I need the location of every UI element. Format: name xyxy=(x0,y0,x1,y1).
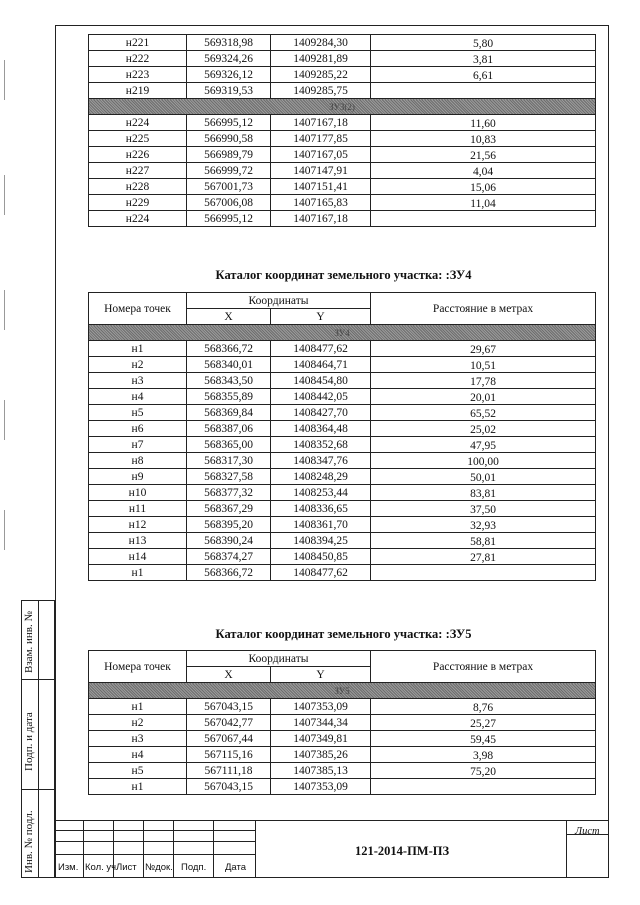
table-row xyxy=(89,163,596,179)
point-number-cell: н3 xyxy=(89,373,187,389)
x-coordinate-cell: 566995,12 xyxy=(187,115,271,131)
y-coordinate-cell: 1407385,13 xyxy=(271,763,371,779)
x-coordinate-cell: 567115,16 xyxy=(187,747,271,763)
y-coordinate-cell: 1409285,75 xyxy=(271,83,371,99)
table-row xyxy=(89,421,596,437)
point-number-cell: н224 xyxy=(89,211,187,227)
y-coordinate-cell: 1407349,81 xyxy=(271,731,371,747)
distance-cell: 47,95 xyxy=(371,437,596,453)
point-number-cell: н227 xyxy=(89,163,187,179)
table-row xyxy=(89,747,596,763)
y-coordinate-cell: 1408450,85 xyxy=(271,549,371,565)
distance-cell: 32,93 xyxy=(371,517,596,533)
x-coordinate-cell: 569324,26 xyxy=(187,51,271,67)
point-number-cell: н226 xyxy=(89,147,187,163)
catalog-title-zu5: Каталог координат земельного участка: :ЗУ5 xyxy=(215,627,472,641)
x-coordinate-cell: 569318,98 xyxy=(187,35,271,51)
distance-cell xyxy=(371,565,596,581)
point-number-cell: н1 xyxy=(89,699,187,715)
y-coordinate-cell: 1408361,70 xyxy=(271,517,371,533)
y-coordinate-cell: 1409285,22 xyxy=(271,67,371,83)
y-coordinate-cell: 1408454,80 xyxy=(271,373,371,389)
distance-cell: 10,51 xyxy=(371,357,596,373)
y-coordinate-cell: 1407165,83 xyxy=(271,195,371,211)
x-coordinate-cell: 566989,79 xyxy=(187,147,271,163)
y-coordinate-cell: 1407385,26 xyxy=(271,747,371,763)
document-code: 121-2014-ПМ-ПЗ xyxy=(355,844,450,858)
distance-cell: 65,52 xyxy=(371,405,596,421)
y-coordinate-cell: 1407147,91 xyxy=(271,163,371,179)
distance-cell: 100,00 xyxy=(371,453,596,469)
point-number-cell: н229 xyxy=(89,195,187,211)
y-coordinate-cell: 1407151,41 xyxy=(271,179,371,195)
binding-margin xyxy=(0,0,20,905)
stamp-label-podp: Подп. xyxy=(181,862,207,873)
table-row xyxy=(89,51,596,67)
header-distance: Расстояние в метрах xyxy=(371,651,596,683)
distance-cell: 11,04 xyxy=(371,195,596,211)
point-number-cell: н5 xyxy=(89,763,187,779)
distance-cell: 25,27 xyxy=(371,715,596,731)
x-coordinate-cell: 568366,72 xyxy=(187,341,271,357)
table-row xyxy=(89,35,596,51)
distance-cell xyxy=(371,211,596,227)
table-row xyxy=(89,211,596,227)
table-row xyxy=(89,131,596,147)
distance-cell: 37,50 xyxy=(371,501,596,517)
stamp-label-izm: Изм. xyxy=(58,862,79,873)
header-distance: Расстояние в метрах xyxy=(371,293,596,325)
table-row xyxy=(89,485,596,501)
distance-cell: 8,76 xyxy=(371,699,596,715)
header-y: Y xyxy=(271,309,371,325)
stamp-label-kol: Кол. уч xyxy=(85,862,117,873)
table-row xyxy=(89,341,596,357)
y-coordinate-cell: 1408364,48 xyxy=(271,421,371,437)
distance-cell: 50,01 xyxy=(371,469,596,485)
y-coordinate-cell: 1408477,62 xyxy=(271,341,371,357)
stamp-label-list: Лист xyxy=(116,862,137,873)
table-row xyxy=(89,437,596,453)
table-row xyxy=(89,195,596,211)
y-coordinate-cell: 1407167,18 xyxy=(271,211,371,227)
table-row xyxy=(89,115,596,131)
distance-cell: 4,04 xyxy=(371,163,596,179)
distance-cell: 3,81 xyxy=(371,51,596,67)
side-label-inv: Инв. № подл. xyxy=(23,810,35,873)
x-coordinate-cell: 566995,12 xyxy=(187,211,271,227)
y-coordinate-cell: 1407167,05 xyxy=(271,147,371,163)
point-number-cell: н219 xyxy=(89,83,187,99)
x-coordinate-cell: 566990,58 xyxy=(187,131,271,147)
distance-cell: 20,01 xyxy=(371,389,596,405)
header-points: Номера точек xyxy=(89,293,187,325)
x-coordinate-cell: 568369,84 xyxy=(187,405,271,421)
x-coordinate-cell: 568366,72 xyxy=(187,565,271,581)
y-coordinate-cell: 1408442,05 xyxy=(271,389,371,405)
distance-cell: 75,20 xyxy=(371,763,596,779)
table-row xyxy=(89,763,596,779)
distance-cell: 10,83 xyxy=(371,131,596,147)
point-number-cell: н9 xyxy=(89,469,187,485)
table-row xyxy=(89,389,596,405)
point-number-cell: н2 xyxy=(89,715,187,731)
x-coordinate-cell: 568395,20 xyxy=(187,517,271,533)
side-label-vzam: Взам. инв. № xyxy=(23,611,35,673)
point-number-cell: н222 xyxy=(89,51,187,67)
point-number-cell: н1 xyxy=(89,779,187,795)
y-coordinate-cell: 1407353,09 xyxy=(271,699,371,715)
y-coordinate-cell: 1407353,09 xyxy=(271,779,371,795)
x-coordinate-cell: 567006,08 xyxy=(187,195,271,211)
point-number-cell: н228 xyxy=(89,179,187,195)
y-coordinate-cell: 1408248,29 xyxy=(271,469,371,485)
point-number-cell: н221 xyxy=(89,35,187,51)
section-band: ЗУ5 xyxy=(89,683,596,699)
x-coordinate-cell: 567111,18 xyxy=(187,763,271,779)
y-coordinate-cell: 1408352,68 xyxy=(271,437,371,453)
distance-cell: 17,78 xyxy=(371,373,596,389)
header-coords: Координаты xyxy=(187,293,371,309)
point-number-cell: н3 xyxy=(89,731,187,747)
y-coordinate-cell: 1408464,71 xyxy=(271,357,371,373)
x-coordinate-cell: 567043,15 xyxy=(187,699,271,715)
point-number-cell: н4 xyxy=(89,389,187,405)
point-number-cell: н224 xyxy=(89,115,187,131)
point-number-cell: н7 xyxy=(89,437,187,453)
side-stamp xyxy=(21,600,55,878)
point-number-cell: н1 xyxy=(89,565,187,581)
x-coordinate-cell: 568355,89 xyxy=(187,389,271,405)
point-number-cell: н225 xyxy=(89,131,187,147)
header-x: X xyxy=(187,309,271,325)
y-coordinate-cell: 1407177,85 xyxy=(271,131,371,147)
point-number-cell: н8 xyxy=(89,453,187,469)
section-band: ЗУ3(2) xyxy=(89,99,596,115)
x-coordinate-cell: 567001,73 xyxy=(187,179,271,195)
y-coordinate-cell: 1409284,30 xyxy=(271,35,371,51)
x-coordinate-cell: 568327,58 xyxy=(187,469,271,485)
distance-cell: 6,61 xyxy=(371,67,596,83)
top-coordinates-table xyxy=(88,34,596,227)
x-coordinate-cell: 568387,06 xyxy=(187,421,271,437)
y-coordinate-cell: 1408347,76 xyxy=(271,453,371,469)
point-number-cell: н14 xyxy=(89,549,187,565)
x-coordinate-cell: 568377,32 xyxy=(187,485,271,501)
x-coordinate-cell: 568374,27 xyxy=(187,549,271,565)
x-coordinate-cell: 568390,24 xyxy=(187,533,271,549)
distance-cell: 11,60 xyxy=(371,115,596,131)
point-number-cell: н11 xyxy=(89,501,187,517)
table-row xyxy=(89,565,596,581)
x-coordinate-cell: 567067,44 xyxy=(187,731,271,747)
distance-cell: 25,02 xyxy=(371,421,596,437)
table-row xyxy=(89,373,596,389)
distance-cell: 58,81 xyxy=(371,533,596,549)
header-x: X xyxy=(187,667,271,683)
y-coordinate-cell: 1407344,34 xyxy=(271,715,371,731)
sheet-label: Лист xyxy=(575,826,600,837)
table-row xyxy=(89,501,596,517)
point-number-cell: н12 xyxy=(89,517,187,533)
y-coordinate-cell: 1408336,65 xyxy=(271,501,371,517)
table-row xyxy=(89,549,596,565)
table-row xyxy=(89,517,596,533)
distance-cell: 83,81 xyxy=(371,485,596,501)
table-row xyxy=(89,699,596,715)
x-coordinate-cell: 567043,15 xyxy=(187,779,271,795)
x-coordinate-cell: 567042,77 xyxy=(187,715,271,731)
distance-cell: 21,56 xyxy=(371,147,596,163)
table-row xyxy=(89,83,596,99)
x-coordinate-cell: 568367,29 xyxy=(187,501,271,517)
stamp-label-ndok: №док. xyxy=(145,862,173,873)
y-coordinate-cell: 1408427,70 xyxy=(271,405,371,421)
section-band: ЗУ4 xyxy=(89,325,596,341)
point-number-cell: н4 xyxy=(89,747,187,763)
y-coordinate-cell: 1408477,62 xyxy=(271,565,371,581)
x-coordinate-cell: 568340,01 xyxy=(187,357,271,373)
header-y: Y xyxy=(271,667,371,683)
table-row xyxy=(89,731,596,747)
stamp-label-data: Дата xyxy=(225,862,247,873)
point-number-cell: н1 xyxy=(89,341,187,357)
point-number-cell: н10 xyxy=(89,485,187,501)
title-block xyxy=(55,820,609,878)
zu4-coordinates-table xyxy=(88,292,596,581)
y-coordinate-cell: 1407167,18 xyxy=(271,115,371,131)
distance-cell: 15,06 xyxy=(371,179,596,195)
distance-cell xyxy=(371,779,596,795)
x-coordinate-cell: 568343,50 xyxy=(187,373,271,389)
table-row xyxy=(89,67,596,83)
y-coordinate-cell: 1408394,25 xyxy=(271,533,371,549)
distance-cell xyxy=(371,83,596,99)
point-number-cell: н2 xyxy=(89,357,187,373)
x-coordinate-cell: 569326,12 xyxy=(187,67,271,83)
distance-cell: 3,98 xyxy=(371,747,596,763)
zu5-coordinates-table xyxy=(88,650,596,795)
table-row xyxy=(89,147,596,163)
table-row xyxy=(89,357,596,373)
distance-cell: 5,80 xyxy=(371,35,596,51)
header-coords: Координаты xyxy=(187,651,371,667)
point-number-cell: н13 xyxy=(89,533,187,549)
distance-cell: 59,45 xyxy=(371,731,596,747)
table-row xyxy=(89,715,596,731)
x-coordinate-cell: 568365,00 xyxy=(187,437,271,453)
side-label-podp: Подп. и дата xyxy=(23,712,35,771)
table-row xyxy=(89,533,596,549)
table-row xyxy=(89,779,596,795)
header-points: Номера точек xyxy=(89,651,187,683)
x-coordinate-cell: 568317,30 xyxy=(187,453,271,469)
x-coordinate-cell: 569319,53 xyxy=(187,83,271,99)
point-number-cell: н5 xyxy=(89,405,187,421)
point-number-cell: н6 xyxy=(89,421,187,437)
distance-cell: 29,67 xyxy=(371,341,596,357)
table-row xyxy=(89,179,596,195)
y-coordinate-cell: 1409281,89 xyxy=(271,51,371,67)
table-row xyxy=(89,469,596,485)
table-row xyxy=(89,405,596,421)
distance-cell: 27,81 xyxy=(371,549,596,565)
y-coordinate-cell: 1408253,44 xyxy=(271,485,371,501)
x-coordinate-cell: 566999,72 xyxy=(187,163,271,179)
catalog-title-zu4: Каталог координат земельного участка: :ЗУ4 xyxy=(215,268,472,282)
point-number-cell: н223 xyxy=(89,67,187,83)
table-row xyxy=(89,453,596,469)
